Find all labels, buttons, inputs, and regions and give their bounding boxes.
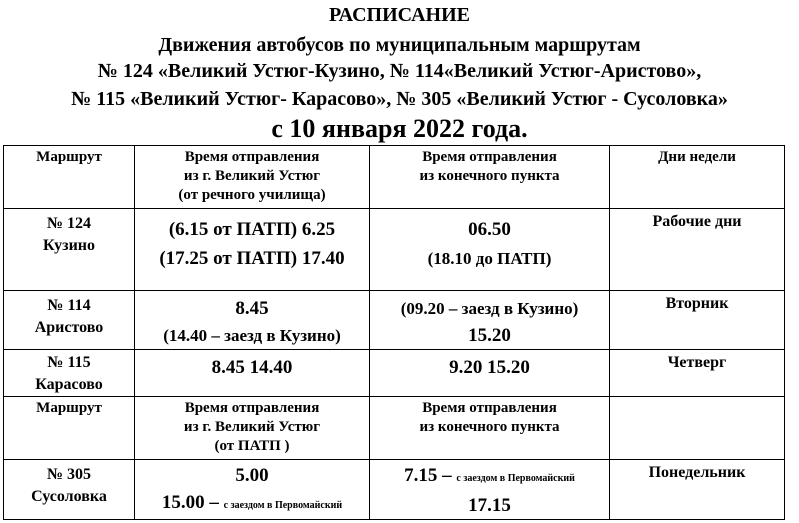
days-cell: Рабочие дни (610, 209, 785, 291)
route-cell: № 114 Аристово (4, 291, 135, 350)
days-cell: Четверг (610, 350, 785, 397)
route-cell: № 124 Кузино (4, 209, 135, 291)
routes-line-1: № 124 «Великий Устюг-Кузино, № 114«Великий Устюг-Аристово», (97, 60, 702, 82)
return-cell: 06.50 (18.10 до ПАТП) (370, 209, 610, 291)
departure-cell: 8.45 14.40 (135, 350, 370, 397)
table-row (4, 209, 785, 291)
header-departure-terminal: Время отправления из конечного пункта (370, 397, 610, 460)
departure-cell: 5.00 15.00 – с заездом в Первомайский (135, 460, 370, 520)
title: РАСПИСАНИЕ (328, 4, 470, 26)
departure-cell: 8.45 (14.40 – заезд в Кузино) (135, 291, 370, 350)
header-route: Маршрут (4, 146, 135, 209)
table-header-row (4, 397, 785, 460)
header-weekdays: Дни недели (610, 146, 785, 209)
table-row (4, 291, 785, 350)
schedule-table (3, 145, 785, 520)
effective-date: с 10 января 2022 года. (271, 114, 528, 143)
days-cell: Вторник (610, 291, 785, 350)
return-cell: 9.20 15.20 (370, 350, 610, 397)
table-row (4, 460, 785, 520)
departure-cell: (6.15 от ПАТП) 6.25 (17.25 от ПАТП) 17.40 (135, 209, 370, 291)
return-cell: (09.20 – заезд в Кузино) 15.20 (370, 291, 610, 350)
header-weekdays (610, 397, 785, 460)
header-departure-town: Время отправления из г. Великий Устюг (от речного училища) (135, 146, 370, 209)
days-cell: Понедельник (610, 460, 785, 520)
routes-line-2: № 115 «Великий Устюг- Карасово», № 305 «Великий Устюг - Сусоловка» (71, 88, 728, 110)
route-cell: № 115 Карасово (4, 350, 135, 397)
header-departure-terminal: Время отправления из конечного пункта (370, 146, 610, 209)
return-cell: 7.15 – с заездом в Первомайский 17.15 (370, 460, 610, 520)
route-cell: № 305 Сусоловка (4, 460, 135, 520)
header-route: Маршрут (4, 397, 135, 460)
table-row (4, 350, 785, 397)
header-departure-town: Время отправления из г. Великий Устюг (от ПАТП ) (135, 397, 370, 460)
table-header-row (4, 146, 785, 209)
subtitle: Движения автобусов по муниципальным маршрутам (158, 34, 641, 56)
